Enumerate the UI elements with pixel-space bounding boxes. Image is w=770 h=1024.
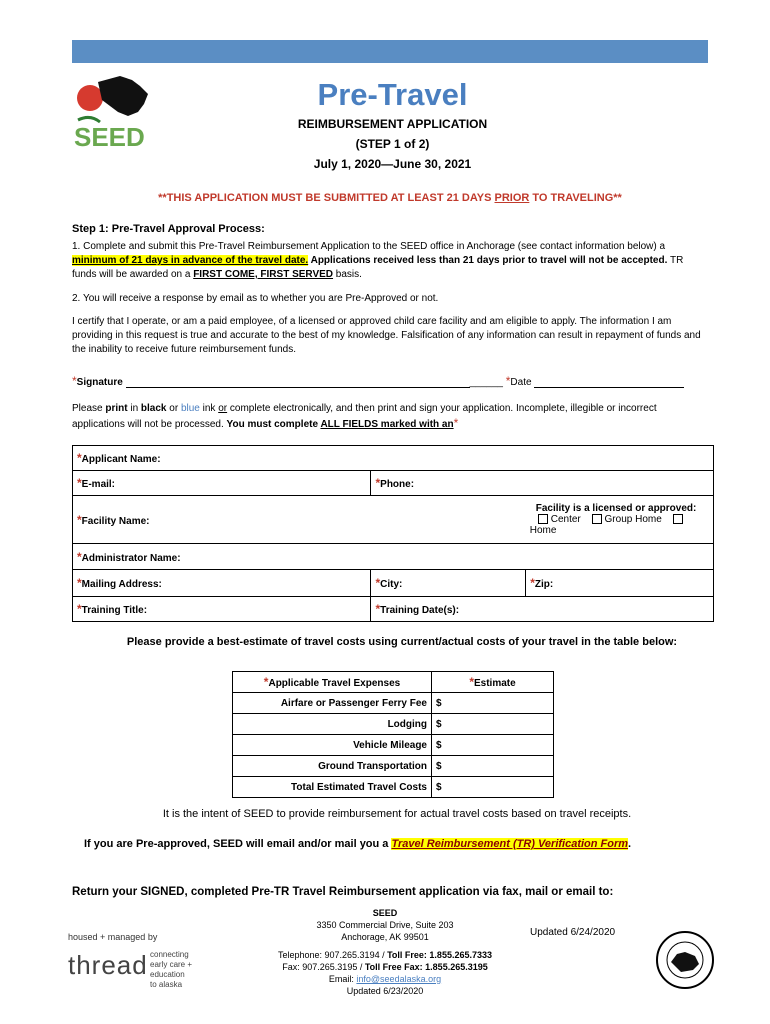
subtitle-application: REIMBURSEMENT APPLICATION: [297, 117, 488, 131]
estimate-input[interactable]: $: [432, 735, 554, 756]
estimate-input[interactable]: $: [432, 777, 554, 798]
page-title: Pre-Travel: [317, 77, 468, 112]
subtitle-step: (STEP 1 of 2): [355, 137, 430, 151]
facility-name-field[interactable]: *Facility Name:: [73, 496, 526, 544]
step-heading: Step 1: Pre-Travel Approval Process:: [72, 223, 265, 235]
training-title-field[interactable]: *Training Title:: [73, 597, 371, 622]
training-dates-field[interactable]: *Training Date(s):: [371, 597, 714, 622]
thread-logo: housed + managed by thread connecting early care + education to alaska: [68, 932, 193, 989]
seed-logo-text: SEED: [74, 122, 145, 152]
phone-field[interactable]: *Phone:: [371, 471, 714, 496]
group-home-checkbox[interactable]: [592, 514, 602, 524]
contact-email: Email: info@seedalaska.org: [328, 974, 442, 984]
updated-date-right: Updated 6/24/2020: [530, 927, 616, 938]
contact-address-1: 3350 Commercial Drive, Suite 203: [316, 920, 454, 930]
expense-label: Vehicle Mileage: [233, 735, 432, 756]
expense-label: Total Estimated Travel Costs: [233, 777, 432, 798]
preapproved-note: If you are Pre-approved, SEED will email and/or mail you a Travel Reimbursement (TR) Verification Form.: [84, 838, 632, 850]
date-field[interactable]: [534, 376, 684, 388]
signature-field[interactable]: [126, 376, 470, 388]
contact-telephone: Telephone: 907.265.3194 / Toll Free: 1.855.265.7333: [277, 950, 492, 960]
state-seal-icon: [655, 930, 715, 990]
expense-label: Airfare or Passenger Ferry Fee: [233, 693, 432, 714]
city-field[interactable]: *City:: [371, 570, 526, 597]
expense-label: Ground Transportation: [233, 756, 432, 777]
expense-label: Lodging: [233, 714, 432, 735]
certification-paragraph: I certify that I operate, or am a paid employee, of a licensed or approved child care facility and am eligible to apply. The information I am providing in this request is true and accurate to the best of my knowledge. Falsification of any information can result in repayment of funds and the inability to receive future reimbursement funds.: [72, 316, 701, 355]
signature-line: *Signature ______ *Date: [72, 374, 708, 388]
subtitle-dates: July 1, 2020—June 30, 2021: [313, 157, 472, 171]
zip-field[interactable]: *Zip:: [526, 570, 714, 597]
applicant-name-field[interactable]: *Applicant Name:: [73, 446, 714, 471]
mailing-address-field[interactable]: *Mailing Address:: [73, 570, 371, 597]
email-field[interactable]: *E-mail:: [73, 471, 371, 496]
travel-intro: Please provide a best-estimate of travel costs using current/actual costs of your travel in the table below:: [126, 636, 678, 648]
travel-expenses-table: [232, 671, 554, 798]
col-expenses-header: *Applicable Travel Expenses: [233, 672, 432, 693]
estimate-input[interactable]: $: [432, 693, 554, 714]
applicant-form: [72, 445, 714, 622]
step-paragraph-1: 1. Complete and submit this Pre-Travel Reimbursement Application to the SEED office in Anchorage (see contact information below) a minimum of 21 days in advance of the travel date. Applications received less than 21 days prior to travel will not be accepted. TR funds will be awarded on a FIRST COME, FIRST SERVED basis.: [72, 241, 684, 280]
col-estimate-header: *Estimate: [432, 672, 554, 693]
email-link[interactable]: info@seedalaska.org: [356, 974, 442, 984]
contact-org: SEED: [372, 908, 398, 918]
deadline-warning: **THIS APPLICATION MUST BE SUBMITTED AT LEAST 21 DAYS PRIOR TO TRAVELING**: [158, 192, 622, 204]
home-checkbox[interactable]: [673, 514, 683, 524]
updated-date-center: Updated 6/23/2020: [346, 986, 424, 996]
seed-logo: [70, 72, 162, 164]
center-checkbox[interactable]: [538, 514, 548, 524]
estimate-input[interactable]: $: [432, 714, 554, 735]
estimate-input[interactable]: $: [432, 756, 554, 777]
header-bar: [72, 40, 708, 63]
contact-fax: Fax: 907.265.3195 / Toll Free Fax: 1.855.265.3195: [282, 962, 488, 972]
administrator-name-field[interactable]: *Administrator Name:: [73, 544, 714, 570]
instructions: Please print in black or blue ink or complete electronically, and then print and sign your application. Incomplete, illegible or incorrect applications will not be processed. You must complete ALL FIELDS marked with an*: [72, 403, 657, 430]
contact-address-2: Anchorage, AK 99501: [341, 932, 429, 942]
return-instructions: Return your SIGNED, completed Pre-TR Travel Reimbursement application via fax, mail or email to:: [72, 886, 614, 898]
intent-statement: It is the intent of SEED to provide reimbursement for actual travel costs based on travel receipts.: [162, 808, 632, 820]
facility-type: Facility is a licensed or approved: Center Group Home Home: [526, 496, 714, 544]
step-paragraph-2: 2. You will receive a response by email as to whether you are Pre-Approved or not.: [72, 293, 439, 304]
